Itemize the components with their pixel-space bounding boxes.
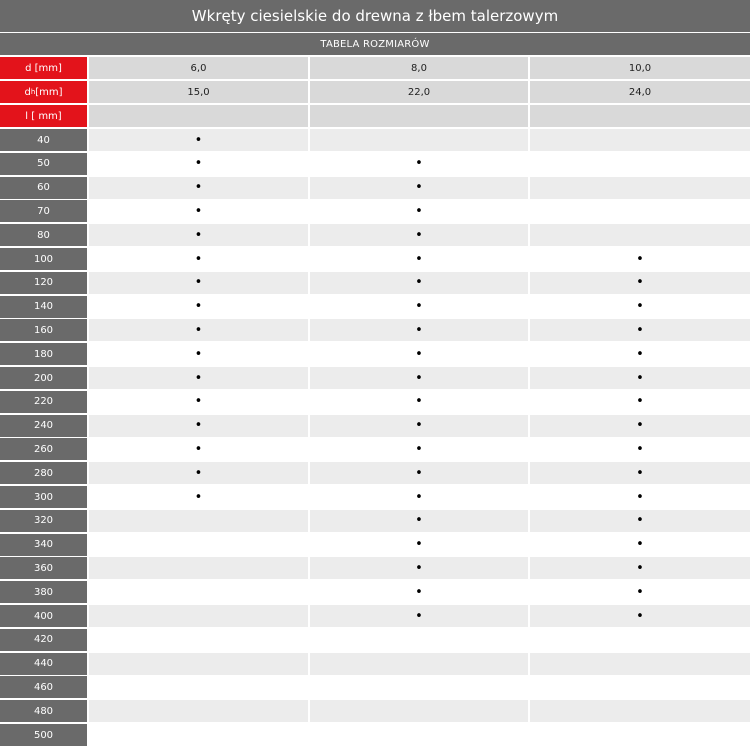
header-row-head-diameter [0,81,750,103]
length-label: 40 [0,129,87,151]
diameter-value: 10,0 [530,57,750,79]
length-label: 320 [0,510,87,532]
availability-cell [530,177,750,199]
availability-cell [310,510,528,532]
availability-dot-icon: • [415,299,423,315]
table-row [0,391,750,413]
availability-dot-icon: • [415,489,423,505]
length-label: 480 [0,700,87,722]
length-label: 280 [0,462,87,484]
length-label: 50 [0,153,87,175]
availability-dot-icon: • [194,203,203,219]
availability-dot-icon: • [415,156,423,172]
availability-dot-icon: • [194,418,203,434]
availability-dot-icon: • [636,322,644,338]
availability-dot-icon: • [415,227,423,243]
availability-cell [89,177,308,199]
availability-cell [310,724,528,746]
availability-dot-icon: • [415,584,423,600]
availability-dot-icon: • [636,299,644,315]
availability-dot-icon: • [415,513,423,529]
table-row [0,676,750,698]
availability-dot-icon: • [636,394,644,410]
availability-cell [310,343,528,365]
length-label: 80 [0,224,87,246]
availability-dot-icon: • [636,370,644,386]
availability-cell [89,224,308,246]
availability-cell [310,272,528,294]
availability-dot-icon: • [415,560,423,576]
availability-dot-icon: • [194,275,203,291]
availability-cell [310,605,528,627]
availability-dot-icon: • [415,418,423,434]
availability-cell [89,534,308,556]
length-header-cell [530,105,750,127]
availability-cell [89,676,308,698]
availability-cell [89,296,308,318]
availability-cell [310,486,528,508]
label-unit: [mm] [35,86,63,98]
availability-cell [530,534,750,556]
table-row [0,153,750,175]
header-row-diameter [0,57,750,79]
table-row [0,462,750,484]
length-label: 460 [0,676,87,698]
length-label: 70 [0,200,87,222]
label-subscript: h [30,88,36,96]
table-row [0,438,750,460]
table-row [0,319,750,341]
availability-cell [310,415,528,437]
availability-dot-icon: • [415,203,423,219]
length-label: 100 [0,248,87,270]
availability-cell [310,129,528,151]
table-row [0,700,750,722]
availability-cell [89,391,308,413]
length-label: 140 [0,296,87,318]
availability-dot-icon: • [636,537,644,553]
availability-cell [310,700,528,722]
availability-cell [530,676,750,698]
availability-cell [89,272,308,294]
availability-cell [89,200,308,222]
availability-cell [89,415,308,437]
availability-dot-icon: • [194,251,203,267]
availability-cell [89,462,308,484]
availability-cell [89,581,308,603]
table-subtitle: TABELA ROZMIARÓW [0,33,750,55]
availability-cell [310,177,528,199]
availability-dot-icon: • [415,441,423,457]
table-row [0,486,750,508]
availability-cell [530,486,750,508]
length-label: 340 [0,534,87,556]
availability-dot-icon: • [636,251,644,267]
header-row-length [0,105,750,127]
table-row [0,415,750,437]
availability-cell [89,367,308,389]
availability-cell [89,724,308,746]
availability-cell [530,438,750,460]
availability-dot-icon: • [636,275,644,291]
availability-dot-icon: • [415,370,423,386]
header-label-diameter: d [mm] [0,57,87,79]
availability-cell [89,343,308,365]
availability-cell [310,676,528,698]
availability-dot-icon: • [194,180,203,196]
table-row [0,343,750,365]
availability-cell [530,200,750,222]
availability-dot-icon: • [415,537,423,553]
table-row [0,605,750,627]
head-diameter-value: 24,0 [530,81,750,103]
availability-cell [89,629,308,651]
availability-cell [310,462,528,484]
availability-dot-icon: • [415,608,423,624]
availability-dot-icon: • [194,132,203,148]
availability-cell [89,700,308,722]
availability-cell [530,700,750,722]
length-header-cell [310,105,528,127]
table-row [0,248,750,270]
availability-dot-icon: • [636,346,644,362]
table-row [0,510,750,532]
availability-cell [530,415,750,437]
availability-cell [530,224,750,246]
length-label: 440 [0,653,87,675]
availability-cell [310,534,528,556]
table-row [0,200,750,222]
availability-cell [530,462,750,484]
availability-cell [89,510,308,532]
length-label: 380 [0,581,87,603]
length-label: 240 [0,415,87,437]
length-label: 420 [0,629,87,651]
availability-cell [530,653,750,675]
availability-dot-icon: • [636,441,644,457]
availability-cell [530,129,750,151]
availability-cell [530,581,750,603]
availability-cell [310,367,528,389]
label-main: d [24,86,31,98]
availability-cell [310,653,528,675]
table-row [0,629,750,651]
length-label: 180 [0,343,87,365]
availability-cell [530,272,750,294]
availability-cell [310,629,528,651]
availability-dot-icon: • [415,322,423,338]
availability-cell [530,248,750,270]
availability-cell [530,724,750,746]
availability-cell [530,343,750,365]
availability-dot-icon: • [194,489,203,505]
table-row [0,367,750,389]
availability-dot-icon: • [636,513,644,529]
availability-cell [530,629,750,651]
availability-cell [310,224,528,246]
header-label-head-diameter [0,81,87,103]
availability-cell [310,153,528,175]
availability-dot-icon: • [636,560,644,576]
table-title: Wkręty ciesielskie do drewna z łbem talerzowym [0,0,750,32]
table-row [0,272,750,294]
length-label: 160 [0,319,87,341]
availability-dot-icon: • [194,394,203,410]
availability-dot-icon: • [636,465,644,481]
availability-cell [310,200,528,222]
availability-dot-icon: • [636,584,644,600]
availability-cell [530,557,750,579]
availability-dot-icon: • [194,322,203,338]
availability-cell [89,486,308,508]
availability-cell [310,581,528,603]
availability-cell [310,438,528,460]
availability-cell [89,153,308,175]
head-diameter-value: 22,0 [310,81,528,103]
table-row [0,581,750,603]
availability-dot-icon: • [636,418,644,434]
header-label-length: l [ mm] [0,105,87,127]
availability-dot-icon: • [636,489,644,505]
availability-dot-icon: • [194,156,203,172]
availability-cell [89,438,308,460]
head-diameter-value: 15,0 [89,81,308,103]
table-row [0,224,750,246]
availability-cell [530,367,750,389]
availability-cell [310,296,528,318]
length-label: 500 [0,724,87,746]
availability-cell [310,391,528,413]
length-label: 220 [0,391,87,413]
availability-cell [530,319,750,341]
availability-cell [89,129,308,151]
length-label: 400 [0,605,87,627]
table-row [0,296,750,318]
length-label: 120 [0,272,87,294]
availability-cell [530,510,750,532]
length-label: 300 [0,486,87,508]
availability-cell [89,605,308,627]
availability-dot-icon: • [194,346,203,362]
availability-dot-icon: • [415,251,423,267]
availability-cell [89,557,308,579]
availability-cell [310,319,528,341]
availability-dot-icon: • [415,465,423,481]
availability-cell [310,557,528,579]
length-label: 260 [0,438,87,460]
availability-cell [89,319,308,341]
table-row [0,177,750,199]
availability-dot-icon: • [415,346,423,362]
availability-cell [89,248,308,270]
table-row [0,129,750,151]
availability-cell [530,296,750,318]
availability-cell [530,605,750,627]
length-label: 360 [0,557,87,579]
length-label: 60 [0,177,87,199]
availability-cell [530,153,750,175]
table-row [0,557,750,579]
availability-dot-icon: • [415,275,423,291]
availability-cell [310,248,528,270]
availability-dot-icon: • [194,227,203,243]
diameter-value: 8,0 [310,57,528,79]
availability-cell [530,391,750,413]
availability-dot-icon: • [194,441,203,457]
diameter-value: 6,0 [89,57,308,79]
availability-dot-icon: • [194,370,203,386]
availability-dot-icon: • [636,608,644,624]
availability-dot-icon: • [194,465,203,481]
length-label: 200 [0,367,87,389]
availability-dot-icon: • [194,299,203,315]
availability-dot-icon: • [415,180,423,196]
length-header-cell [89,105,308,127]
table-row [0,653,750,675]
availability-cell [89,653,308,675]
availability-dot-icon: • [415,394,423,410]
table-row [0,534,750,556]
table-row [0,724,750,746]
